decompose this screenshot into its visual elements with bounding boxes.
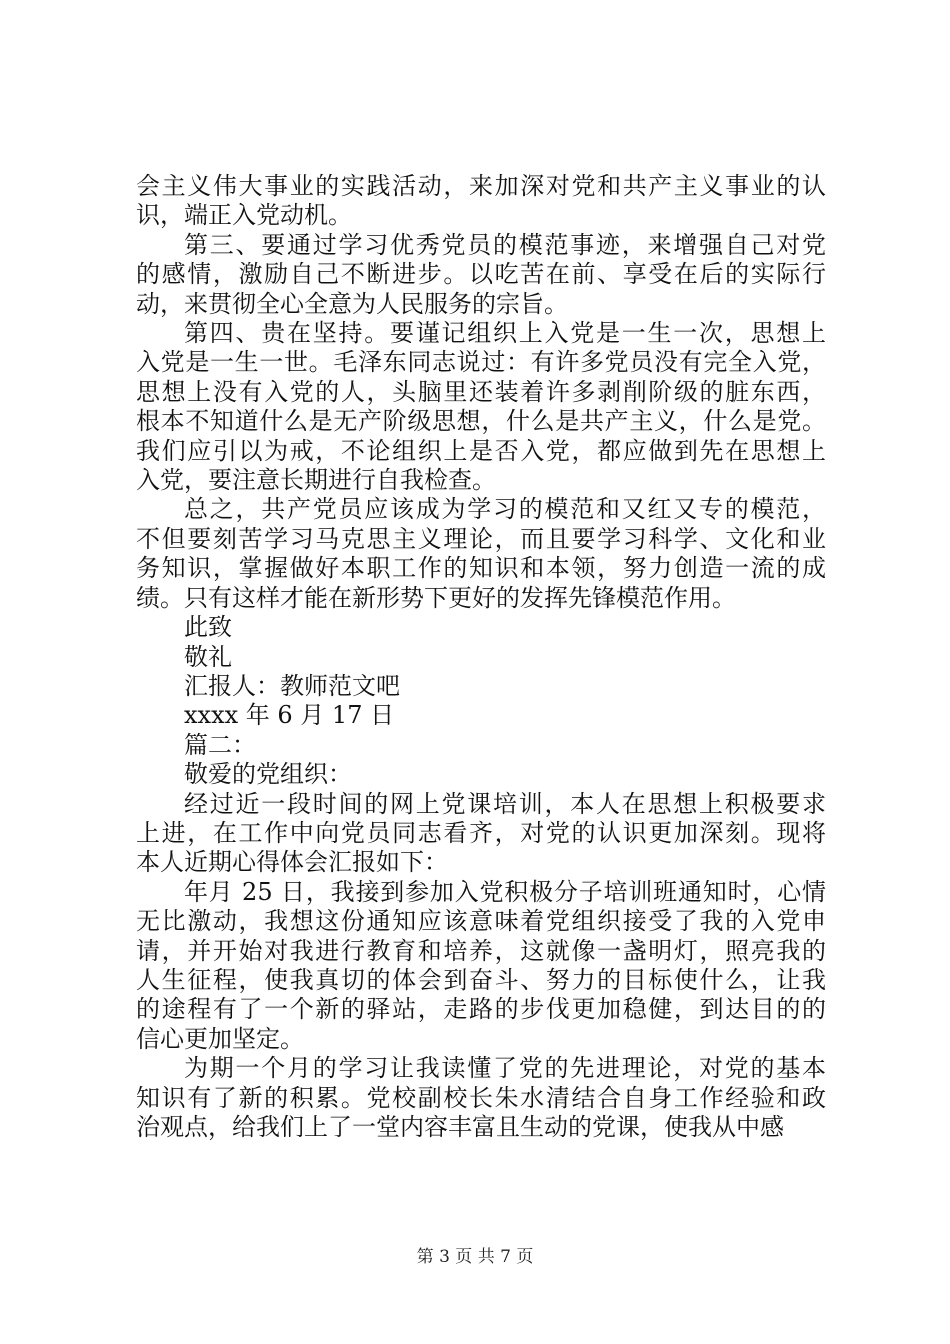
paragraph [136,701,826,730]
paragraph [136,319,826,495]
paragraph [136,760,826,789]
text-line: 识，端正入党动机。 [136,201,352,230]
text-line: 入党，要注意长期进行自我检查。 [136,466,496,495]
text-line: 思想上没有入党的人，头脑里还装着许多剥削阶级的脏东西， [136,377,826,406]
paragraph [136,731,826,760]
text-line: 知识有了新的积累。党校副校长朱水清结合自身工作经验和政 [136,1083,826,1112]
paragraph [136,790,826,878]
text-line: 第四、贵在坚持。要谨记组织上入党是一生一次，思想上 [184,319,826,348]
text-line: 人生征程，使我真切的体会到奋斗、努力的目标使什么，让我 [136,965,826,994]
text-line: 经过近一段时间的网上党课培训，本人在思想上积极要求 [184,789,826,818]
text-line: 敬爱的党组织： [184,760,352,789]
text-line: 本人近期心得体会汇报如下： [136,848,448,877]
paragraph [136,643,826,672]
page-footer: 第 3 页 共 7 页 [416,1247,534,1267]
text-line: 务知识，掌握做好本职工作的知识和本领，努力创造一流的成 [136,554,826,583]
paragraph [136,878,826,1054]
text-line: 总之，共产党员应该成为学习的模范和又红又专的模范， [184,495,826,524]
document-body [136,172,826,1142]
paragraph [136,231,826,319]
text-line: 请，并开始对我进行教育和培养，这就像一盏明灯，照亮我的 [136,936,826,965]
text-line: 为期一个月的学习让我读懂了党的先进理论，对党的基本 [184,1054,826,1083]
text-line: xxxx 年 6 月 17 日 [184,701,395,730]
text-line: 的感情，激励自己不断进步。以吃苦在前、享受在后的实际行 [136,260,826,289]
text-line: 上进，在工作中向党员同志看齐，对党的认识更加深刻。现将 [136,818,826,847]
text-line: 敬礼 [184,642,232,671]
text-line: 会主义伟大事业的实践活动，来加深对党和共产主义事业的认 [136,172,826,200]
paragraph [136,172,826,231]
paragraph [136,613,826,642]
paragraph [136,1054,826,1142]
text-line: 的途程有了一个新的驿站，走路的步伐更加稳健，到达目的的 [136,995,826,1024]
paragraph [136,672,826,701]
text-line: 信心更加坚定。 [136,1024,304,1053]
text-line: 篇二： [184,730,256,759]
text-line: 年月 25 日，我接到参加入党积极分子培训班通知时，心情 [184,877,826,906]
text-line: 我们应引以为戒，不论组织上是否入党，都应做到先在思想上 [136,436,826,465]
text-line: 绩。只有这样才能在新形势下更好的发挥先锋模范作用。 [136,583,736,612]
text-line: 根本不知道什么是无产阶级思想，什么是共产主义，什么是党。 [136,407,826,436]
text-line: 治观点，给我们上了一堂内容丰富且生动的党课，使我从中感 [136,1113,784,1141]
text-line: 不但要刻苦学习马克思主义理论，而且要学习科学、文化和业 [136,524,826,553]
text-line: 此致 [184,613,232,642]
text-line: 入党是一生一世。毛泽东同志说过：有许多党员没有完全入党， [136,348,826,377]
paragraph [136,495,826,613]
text-line: 汇报人：教师范文吧 [184,671,400,700]
text-line: 第三、要通过学习优秀党员的模范事迹，来增强自己对党 [184,230,826,259]
text-line: 动，来贯彻全心全意为人民服务的宗旨。 [136,289,568,318]
text-line: 无比激动，我想这份通知应该意味着党组织接受了我的入党申 [136,907,826,936]
